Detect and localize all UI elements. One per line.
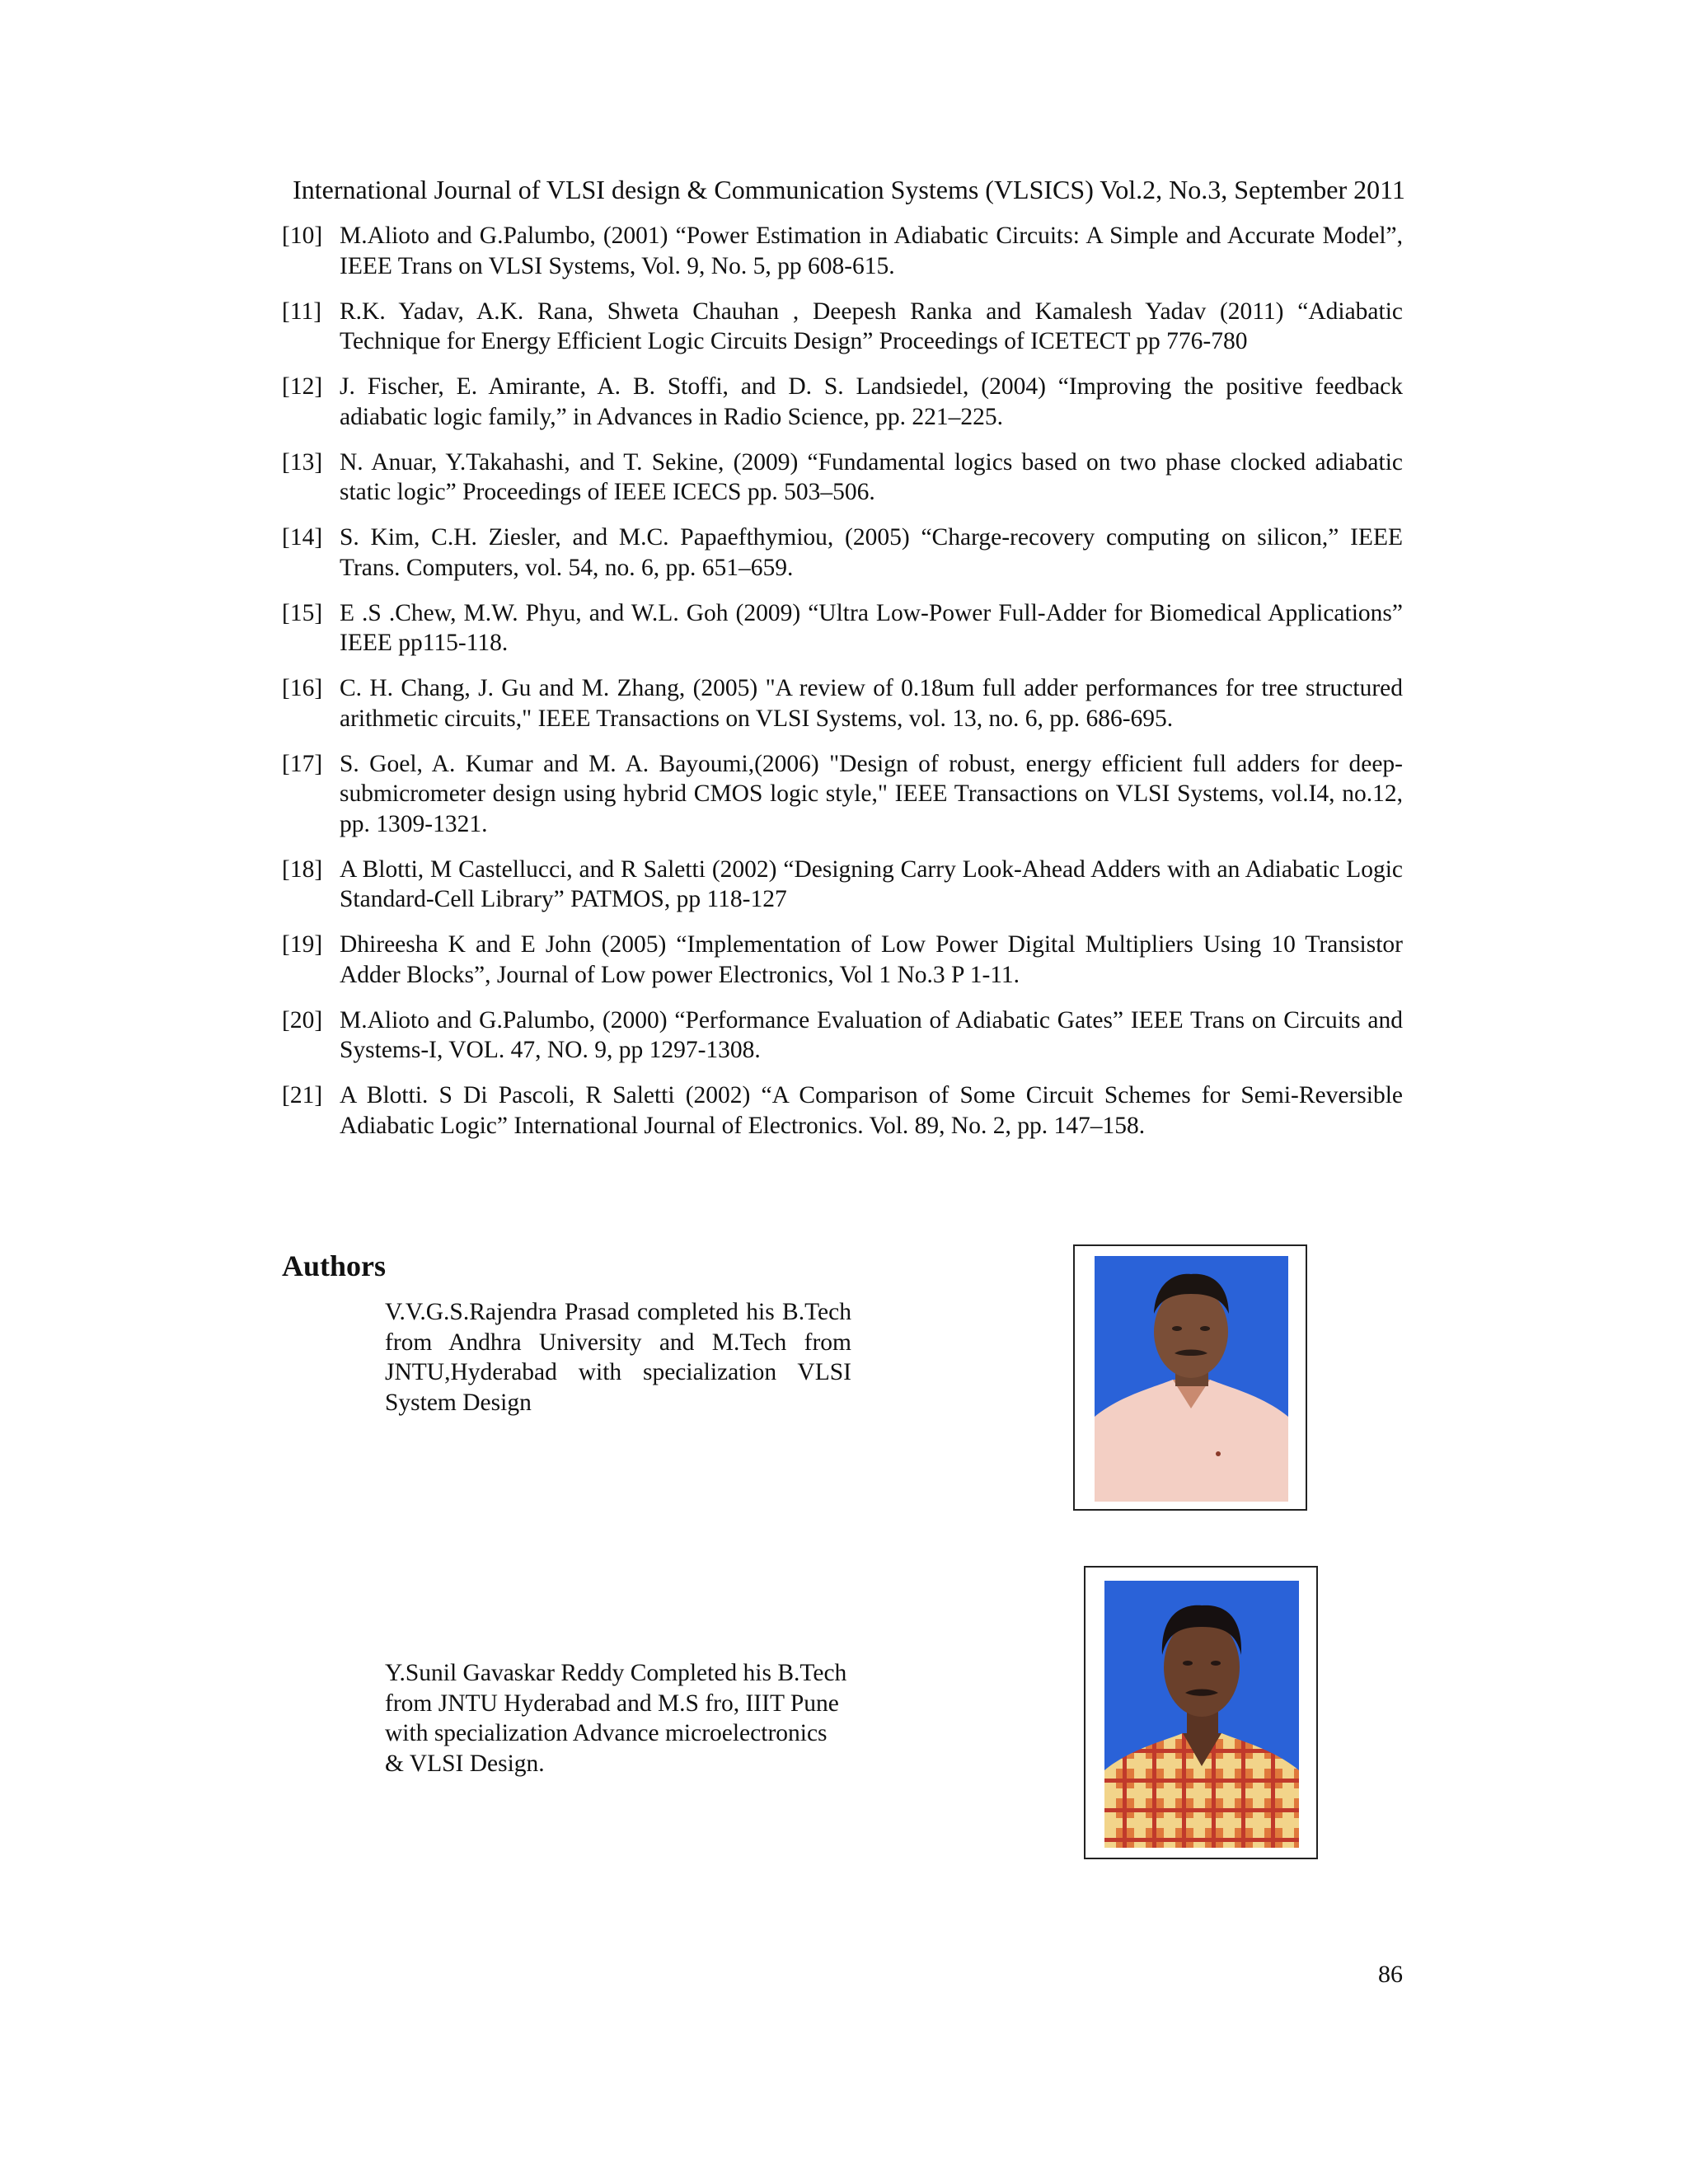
reference-number: [14]	[282, 524, 323, 551]
reference-text: M.Alioto and G.Palumbo, (2001) “Power Estimation in Adiabatic Circuits: A Simple and Accurate Model”, IEEE Trans on VLSI Systems, Vol. 9, No. 5, pp 608-615.	[340, 223, 1403, 279]
author-photo-2	[1084, 1566, 1318, 1859]
reference-text: N. Anuar, Y.Takahashi, and T. Sekine, (2009) “Fundamental logics based on two phase clocked adiabatic static logic” Proceedings of IEEE ICECS pp. 503–506.	[340, 448, 1403, 505]
reference-item	[282, 1080, 1403, 1141]
reference-text: M.Alioto and G.Palumbo, (2000) “Performance Evaluation of Adiabatic Gates” IEEE Trans on Circuits and Systems-I, VOL. 47, NO. 9, pp 1297-1308.	[340, 1006, 1403, 1063]
reference-item	[282, 930, 1403, 990]
reference-item	[282, 523, 1403, 583]
journal-header: International Journal of VLSI design & Communication Systems (VLSICS) Vol.2, No.3, September 2011	[293, 175, 1405, 204]
reference-text: E .S .Chew, M.W. Phyu, and W.L. Goh (2009) “Ultra Low-Power Full-Adder for Biomedical Applications” IEEE pp115-118.	[340, 599, 1403, 656]
reference-number: [19]	[282, 931, 323, 958]
reference-text: Dhireesha K and E John (2005) “Implementation of Low Power Digital Multipliers Using 10 Transistor Adder Blocks”, Journal of Low power Electronics, Vol 1 No.3 P 1-11.	[340, 931, 1403, 988]
author-bio-2: Y.Sunil Gavaskar Reddy Completed his B.Tech from JNTU Hyderabad and M.S fro, IIIT Pune with specialization Advance microelectronics & VLSI Design.	[385, 1660, 847, 1777]
reference-item	[282, 855, 1403, 915]
reference-text: R.K. Yadav, A.K. Rana, Shweta Chauhan , Deepesh Ranka and Kamalesh Yadav (2011) “Adiabatic Technique for Energy Efficient Logic Circuits Design” Proceedings of ICETECT pp 776-780	[340, 298, 1403, 354]
reference-number: [12]	[282, 373, 323, 400]
reference-text: A Blotti, M Castellucci, and R Saletti (2002) “Designing Carry Look-Ahead Adders with an Adiabatic Logic Standard-Cell Library” PATMOS, pp 118-127	[340, 855, 1403, 912]
author-portrait-2	[1104, 1581, 1299, 1848]
reference-number: [20]	[282, 1006, 323, 1033]
reference-text: J. Fischer, E. Amirante, A. B. Stoffi, and D. S. Landsiedel, (2004) “Improving the positive feedback adiabatic logic family,” in Advances in Radio Science, pp. 221–225.	[340, 373, 1403, 430]
reference-number: [17]	[282, 750, 323, 777]
author-portrait-1	[1095, 1256, 1288, 1502]
reference-text: S. Kim, C.H. Ziesler, and M.C. Papaefthymiou, (2005) “Charge-recovery computing on silicon,” IEEE Trans. Computers, vol. 54, no. 6, pp. 651–659.	[340, 524, 1403, 581]
reference-item	[282, 1005, 1403, 1066]
reference-text: C. H. Chang, J. Gu and M. Zhang, (2005) "A review of 0.18um full adder performances for tree structured arithmetic circuits," IEEE Transactions on VLSI Systems, vol. 13, no. 6, pp. 686-695.	[340, 675, 1403, 732]
reference-text: S. Goel, A. Kumar and M. A. Bayoumi,(2006) "Design of robust, energy efficient full adders for deep-submicrometer design using hybrid CMOS logic style," IEEE Transactions on VLSI Systems, vol.I4, no.12, pp. 1309-1321.	[340, 750, 1403, 837]
reference-number: [10]	[282, 223, 323, 249]
reference-number: [18]	[282, 855, 323, 883]
reference-item	[282, 598, 1403, 658]
reference-list	[282, 221, 1403, 1156]
reference-item	[282, 221, 1403, 281]
reference-item	[282, 673, 1403, 733]
reference-number: [21]	[282, 1082, 323, 1108]
reference-number: [13]	[282, 448, 323, 476]
reference-number: [16]	[282, 675, 323, 701]
reference-item	[282, 297, 1403, 357]
reference-item	[282, 372, 1403, 432]
reference-text: A Blotti. S Di Pascoli, R Saletti (2002) “A Comparison of Some Circuit Schemes for Semi-Reversible Adiabatic Logic” International Journal of Electronics. Vol. 89, No. 2, pp. 147–158.	[340, 1082, 1403, 1139]
author-bio-1: V.V.G.S.Rajendra Prasad completed his B.Tech from Andhra University and M.Tech from JNTU,Hyderabad with specialization VLSI System Design	[385, 1299, 851, 1416]
page-number: 86	[1378, 1961, 1403, 1988]
author-photo-1	[1073, 1244, 1307, 1511]
authors-heading: Authors	[282, 1249, 387, 1282]
reference-number: [11]	[282, 298, 322, 325]
reference-item	[282, 448, 1403, 508]
reference-item	[282, 749, 1403, 840]
reference-number: [15]	[282, 599, 323, 626]
